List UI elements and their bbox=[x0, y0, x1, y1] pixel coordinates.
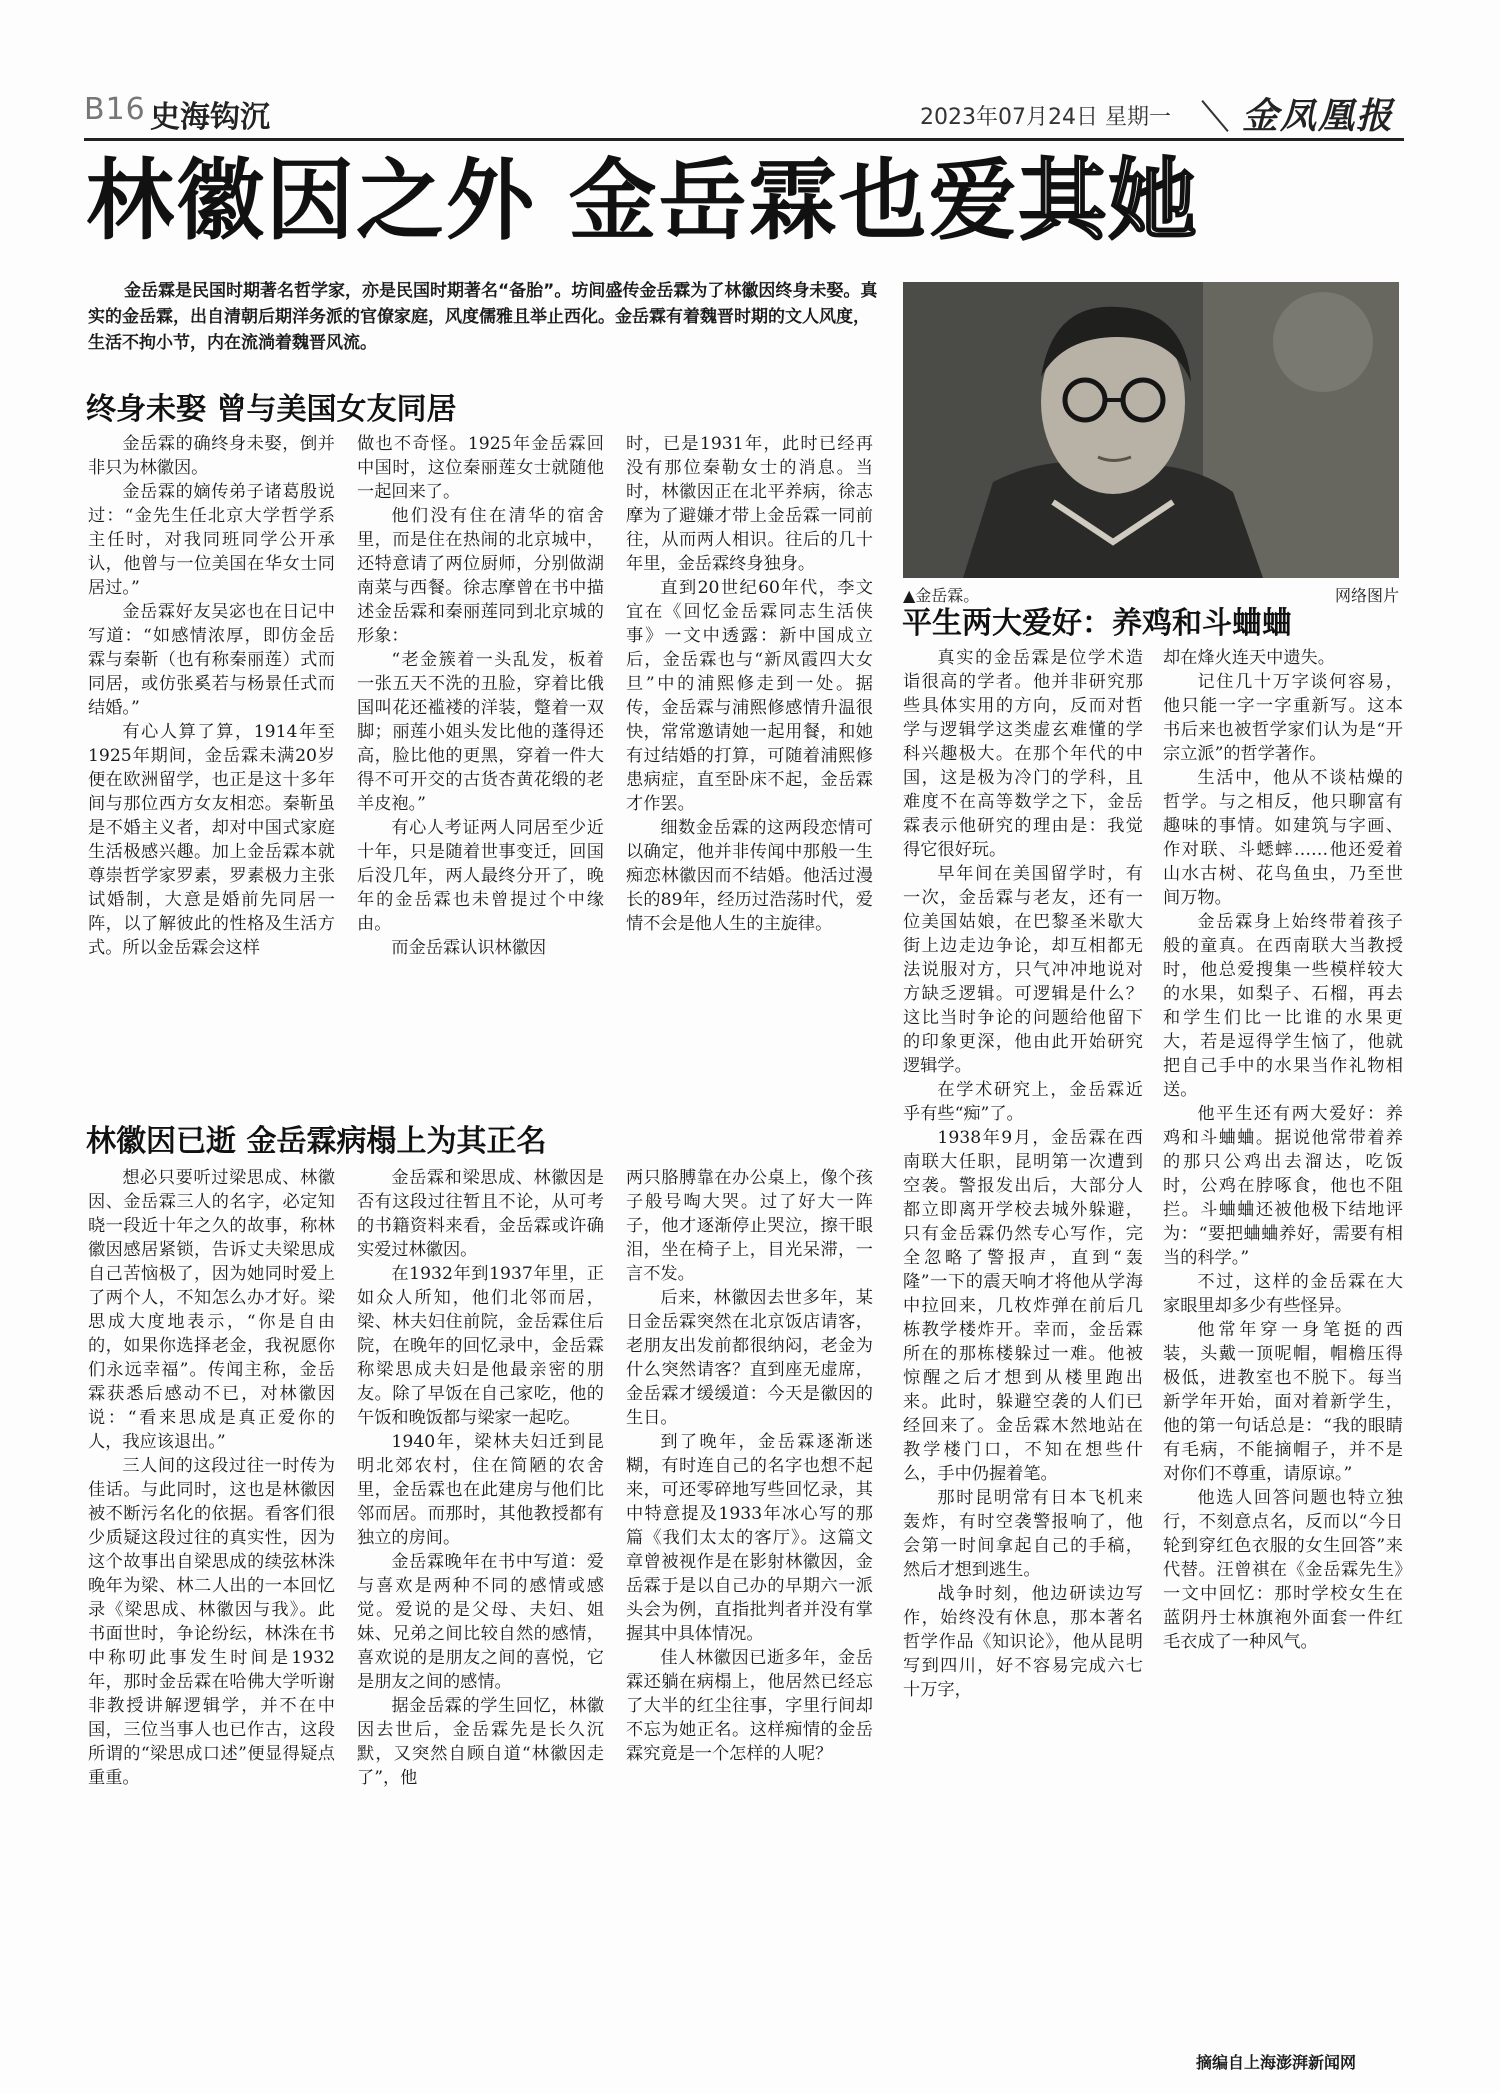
issue-date: 2023年07月24日 星期一 bbox=[920, 105, 1171, 130]
paragraph: 他常年穿一身笔挺的西装，头戴一顶呢帽，帽檐压得极低，进教室也不脱下。每当新学年开始，面对着新学生，他的第一句话总是：“我的眼睛有毛病，不能摘帽子，并不是对你们不尊重，请原谅。” bbox=[1163, 1320, 1403, 1484]
section2-column-1 bbox=[88, 1166, 335, 2036]
paragraph: 早年间在美国留学时，有一次，金岳霖与老友，还有一位美国姑娘，在巴黎圣米歇大街上边走边争论，却互相都无法说服对方，只气冲冲地说对方缺乏逻辑。可逻辑是什么？这比当时争论的问题给他留下的印象更深，他由此开始研究逻辑学。 bbox=[903, 864, 1143, 1076]
paragraph: 金岳霖和梁思成、林徽因是否有这段过往暂且不论，从可考的书籍资料来看，金岳霖或许确实爱过林徽因。 bbox=[357, 1168, 604, 1260]
paragraph: 1938年9月，金岳霖在西南联大任职，昆明第一次遭到空袭。警报发出后，大部分人都立即离开学校去城外躲避，只有金岳霖仍然专心写作，完全忽略了警报声，直到“轰隆”一下的震天响才将他从学海中拉回来，几枚炸弹在前后几栋教学楼炸开。幸而，金岳霖所在的那栋楼躲过一难。他被惊醒之后才想到从楼里跑出来。此时，躲避空袭的人们已经回来了。金岳霖木然地站在教学楼门口，不知在想些什么，手中仍握着笔。 bbox=[903, 1128, 1143, 1484]
paragraph: 记住几十万字谈何容易，他只能一字一字重新写。这本书后来也被哲学家们认为是“开宗立派”的哲学著作。 bbox=[1163, 672, 1403, 764]
paragraph: 做也不奇怪。1925年金岳霖回中国时，这位秦丽莲女士就随他一起回来了。 bbox=[357, 434, 604, 502]
header-rule bbox=[84, 138, 1404, 141]
paragraph: 那时昆明常有日本飞机来轰炸，有时空袭警报响了，他会第一时间拿起自己的手稿，然后才想到逃生。 bbox=[903, 1488, 1143, 1580]
section1-column-2 bbox=[357, 432, 604, 1132]
paragraph: 两只胳膊靠在办公桌上，像个孩子般号啕大哭。过了好大一阵子，他才逐渐停止哭泣，擦干眼泪，坐在椅子上，目光呆滞，一言不发。 bbox=[626, 1168, 873, 1284]
paragraph: 他们没有住在清华的宿舍里，而是住在热闹的北京城中，还特意请了两位厨师，分别做湖南菜与西餐。徐志摩曾在书中描述金岳霖和秦丽莲同到北京城的形象： bbox=[357, 506, 604, 646]
paragraph: 金岳霖身上始终带着孩子般的童真。在西南联大当教授时，他总爱搜集一些模样较大的水果，如梨子、石榴，再去和学生们比一比谁的水果更大，若是逗得学生恼了，他就把自己手中的水果当作礼物相送。 bbox=[1163, 912, 1403, 1100]
caption-text: ▲金岳霖。 bbox=[903, 586, 980, 605]
paragraph: 生活中，他从不谈枯燥的哲学。与之相反，他只聊富有趣味的事情。如建筑与字画、作对联、斗蟋蟀……他还爱着山水古树、花鸟鱼虫，乃至世间万物。 bbox=[1163, 768, 1403, 908]
paragraph: “老金簇着一头乱发，板着一张五天不洗的丑脸，穿着比俄国叫花还褴褛的洋装，蹩着一双脚；丽莲小姐头发比他的蓬得还高，脸比他的更黑，穿着一件大得不可开交的古货杏黄花缎的老羊皮袍。” bbox=[357, 650, 604, 814]
page-headline bbox=[86, 146, 1199, 256]
paragraph: 金岳霖晚年在书中写道：爱与喜欢是两种不同的感情或感觉。爱说的是父母、夫妇、姐妹、兄弟之间比较自然的感情，喜欢说的是朋友之间的喜悦，它是朋友之间的感情。 bbox=[357, 1552, 604, 1692]
portrait-illustration bbox=[903, 282, 1399, 578]
section-heading-2: 林徽因已逝 金岳霖病榻上为其正名 bbox=[86, 1124, 547, 1159]
paragraph: 到了晚年，金岳霖逐渐迷糊，有时连自己的名字也想不起来，可还零碎地写些回忆录，其中特意提及1933年冰心写的那篇《我们太太的客厅》。这篇文章曾被视作是在影射林徽因，金岳霖于是以自己办的早期六一派头会为例，直指批判者并没有掌握其中具体情况。 bbox=[626, 1432, 873, 1644]
source-note: 摘编自上海澎湃新闻网 bbox=[1196, 2053, 1357, 2072]
paragraph: 在1932年到1937年里，正如众人所知，他们北邻而居，梁、林夫妇住前院，金岳霖住后院，在晚年的回忆录中，金岳霖称梁思成夫妇是他最亲密的朋友。除了早饭在自己家吃，他的午饭和晚饭都与梁家一起吃。 bbox=[357, 1264, 604, 1428]
paragraph: 金岳霖的嫡传弟子诸葛殷说过：“金先生任北京大学哲学系主任时，对我同班同学公开承认，他曾与一位美国在华女士同居过。” bbox=[88, 482, 335, 598]
paragraph: 金岳霖好友吴宓也在日记中写道：“如感情浓厚，即仿金岳霖与秦靳（也有称秦丽莲）式而同居，或仿张奚若与杨景任式而结婚。” bbox=[88, 602, 335, 718]
portrait-photo bbox=[903, 282, 1399, 578]
section-heading-3: 平生两大爱好：养鸡和斗蛐蛐 bbox=[902, 606, 1292, 641]
paragraph: 细数金岳霖的这两段恋情可以确定，他并非传闻中那般一生痴恋林徽因而不结婚。他活过漫长的89年，经历过浩荡时代，爱情不会是他人生的主旋律。 bbox=[626, 818, 873, 934]
header-slash-divider bbox=[1201, 100, 1228, 132]
section2-column-3 bbox=[626, 1166, 873, 2036]
paragraph: 在学术研究上，金岳霖近乎有些“痴”了。 bbox=[903, 1080, 1143, 1124]
paragraph: 直到20世纪60年代，李文宜在《回忆金岳霖同志生活侠事》一文中透露：新中国成立后，金岳霖也与“新凤霞四大女旦”中的浦熙修走到一处。据传，金岳霖与浦熙修感情升温很快，常常邀请她一起用餐，和她有过结婚的打算，可随着浦熙修患病症，直至卧床不起，金岳霖才作罢。 bbox=[626, 578, 873, 814]
paragraph: 而金岳霖认识林徽因 bbox=[391, 938, 547, 958]
paragraph: 有心人考证两人同居至少近十年，只是随着世事变迁，回国后没几年，两人最终分开了，晚年的金岳霖也未曾提过个中缘由。 bbox=[357, 818, 604, 934]
headline-main: 林徽因之外 金岳霖也爱 bbox=[86, 149, 1019, 252]
paragraph: 佳人林徽因已逝多年，金岳霖还躺在病榻上，他居然已经忘了大半的红尘往事，字里行间却不忘为她正名。这样痴情的金岳霖究竟是一个怎样的人呢？ bbox=[626, 1648, 873, 1764]
newspaper-logo: 金凤凰报 bbox=[1242, 95, 1395, 137]
paragraph: 时，已是1931年，此时已经再没有那位秦勒女士的消息。当时，林徽因正在北平养病，徐志摩为了避嫌才带上金岳霖一同前往，从而两人相识。往后的几十年里，金岳霖终身独身。 bbox=[626, 434, 873, 574]
masthead bbox=[84, 92, 1404, 137]
section1-column-1 bbox=[88, 432, 335, 1132]
paragraph: 金岳霖的确终身未娶，倒并非只为林徽因。 bbox=[88, 434, 335, 478]
section3-column-1 bbox=[903, 646, 1143, 2041]
paragraph: 却在烽火连天中遗失。 bbox=[1163, 648, 1335, 668]
paragraph: 三人间的这段过往一时传为佳话。与此同时，这也是林徽因被不断污名化的依据。看客们很少质疑这段过往的真实性，因为这个故事出自梁思成的续弦林洙晚年为梁、林二人出的一本回忆录《梁思成、林徽因与我》。此书面世时，争论纷纭，林洙在书中称叨此事发生时间是1932年，那时金岳霖在哈佛大学听谢非教授讲解逻辑学，并不在中国，三位当事人也已作古，这段所谓的“梁思成口述”便显得疑点重重。 bbox=[88, 1456, 335, 1788]
paragraph: 他平生还有两大爱好：养鸡和斗蛐蛐。据说他常带着养的那只公鸡出去溜达，吃饭时，公鸡在脖啄食，他也不阻拦。斗蛐蛐还被他极下结地评为：“要把蛐蛐养好，需要有相当的科学。” bbox=[1163, 1104, 1403, 1268]
page-number: B16 bbox=[84, 92, 146, 127]
paragraph: 他选人回答问题也特立独行，不刻意点名，反而以“今日轮到穿红色衣服的女生回答”来代替。汪曾祺在《金岳霖先生》一文中回忆：那时学校女生在蓝阴丹士林旗袍外面套一件红毛衣成了一种风气。 bbox=[1163, 1488, 1403, 1652]
section-heading-1: 终身未娶 曾与美国女友同居 bbox=[86, 392, 457, 427]
section-title: 史海钩沉 bbox=[150, 100, 270, 135]
photo-credit: 网络图片 bbox=[1334, 586, 1399, 605]
paragraph: 想必只要听过梁思成、林徽因、金岳霖三人的名字，必定知晓一段近十年之久的故事，称林徽因感居紧锁，告诉丈夫梁思成自己苦恼极了，因为她同时爱上了两个人，不知怎么办才好。梁思成大度地表示，“你是自由的，如果你选择老金，我祝愿你们永远幸福”。传闻主称，金岳霖获悉后感动不已，对林徽因说：“看来思成是真正爱你的人，我应该退出。” bbox=[88, 1168, 335, 1452]
paragraph: 不过，这样的金岳霖在大家眼里却多少有些怪异。 bbox=[1163, 1272, 1403, 1316]
paragraph: 真实的金岳霖是位学术造诣很高的学者。他并非研究那些具体实用的方向，反而对哲学与逻辑学这类虚玄难懂的学科兴趣极大。在那个年代的中国，这是极为冷门的学科，且难度不在高等数学之下，金岳霖表示他研究的理由是：我觉得它很好玩。 bbox=[903, 648, 1143, 860]
lead-paragraph: 金岳霖是民国时期著名哲学家，亦是民国时期著名“备胎”。坊间盛传金岳霖为了林徽因终身未娶。真实的金岳霖，出自清朝后期洋务派的官僚家庭，风度儒雅且举止西化。金岳霖有着魏晋时期的文人风度，生活不拘小节，内在流淌着魏晋风流。 bbox=[88, 281, 878, 353]
paragraph: 战争时刻，他边研读边写作，始终没有休息，那本著名哲学作品《知识论》，他从昆明写到四川，好不容易完成六七十万字， bbox=[903, 1584, 1143, 1700]
paragraph: 有心人算了算，1914年至1925年期间，金岳霖未满20岁便在欧洲留学，也正是这十多年间与那位西方女友相恋。秦靳虽是不婚主义者，却对中国式家庭生活极感兴趣。加上金岳霖本就尊崇哲学家罗素，罗素极力主张试婚制，大意是婚前先同居一阵，以了解彼此的性格及生活方式。所以金岳霖会这样 bbox=[88, 722, 335, 958]
headline-outline: 其她 bbox=[1018, 149, 1199, 252]
paragraph: 后来，林徽因去世多年，某日金岳霖突然在北京饭店请客，老朋友出发前都很纳闷，老金为什么突然请客？直到座无虚席，金岳霖才缓缓道：今天是徽因的生日。 bbox=[626, 1288, 873, 1428]
paragraph: 据金岳霖的学生回忆，林徽因去世后，金岳霖先是长久沉默，又突然自顾自道“林徽因走了”，他 bbox=[357, 1696, 604, 1788]
paragraph: 1940年，梁林夫妇迁到昆明北郊农村，住在简陋的农舍里，金岳霖也在此建房与他们比邻而居。而那时，其他教授都有独立的房间。 bbox=[357, 1432, 604, 1548]
section2-column-2 bbox=[357, 1166, 604, 2036]
section1-column-3 bbox=[626, 432, 873, 1132]
section3-column-2 bbox=[1163, 646, 1403, 2041]
